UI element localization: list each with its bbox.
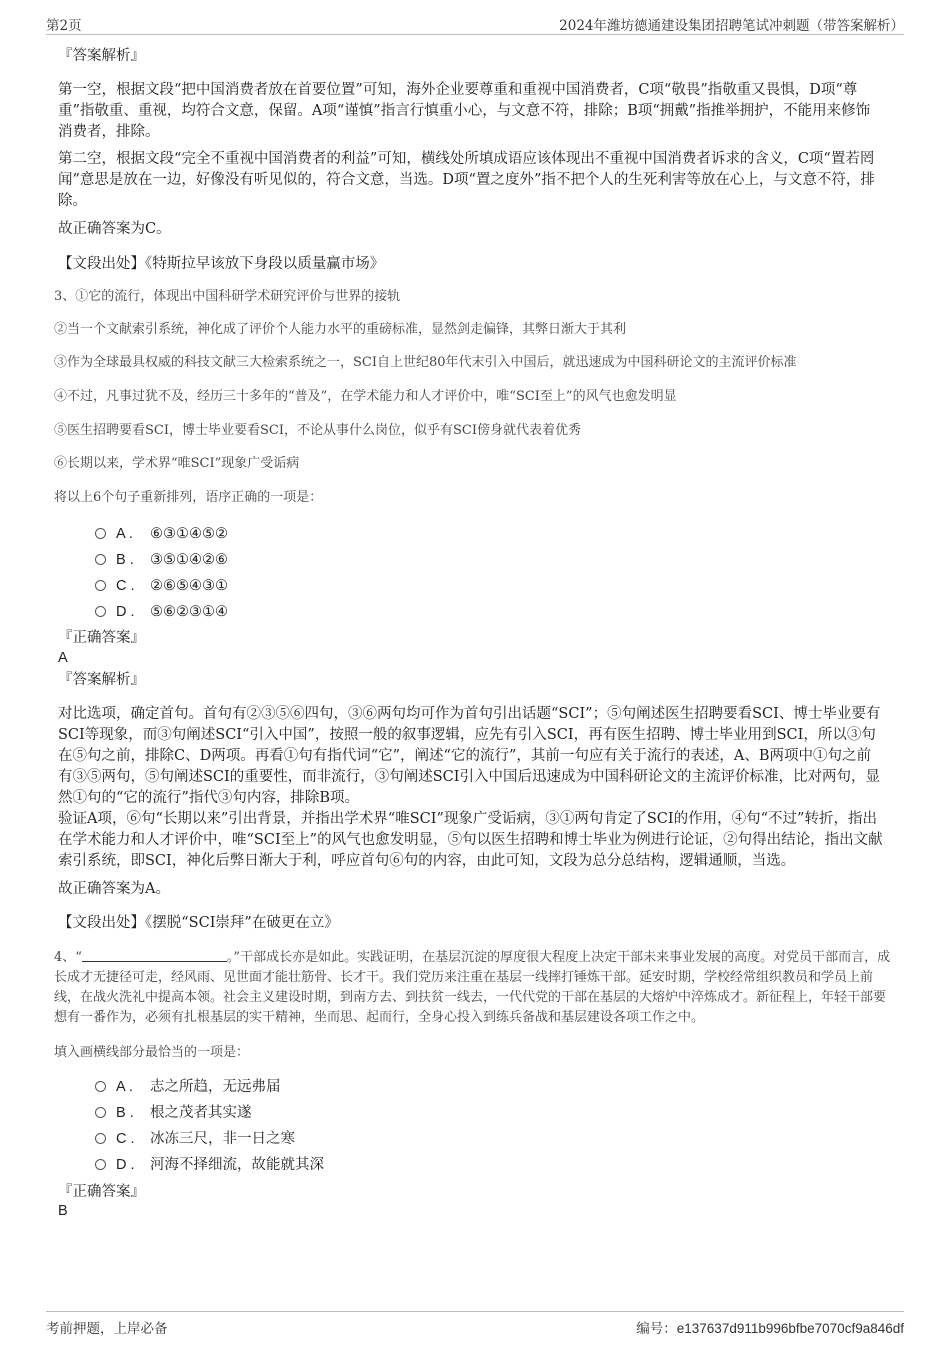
q3-source: 【文段出处】《摆脱“SCI崇拜”在破更在立》	[58, 915, 339, 931]
radio-icon[interactable]	[95, 1081, 106, 1092]
q2-source: 【文段出处】《特斯拉早该放下身段以质量赢市场》	[58, 256, 385, 272]
q3-sentence-5: ⑤医生招聘要看SCI，博士毕业要看SCI，不论从事什么岗位，似乎有SCI傍身就代表着优秀	[54, 423, 581, 438]
q4-prompt: 填入画横线部分最恰当的一项是：	[54, 1045, 250, 1060]
document-id: 编号：e137637d911b996bfbe7070cf9a846df	[636, 1321, 904, 1336]
q3-option-b[interactable]: B . ③⑤①④②⑥	[95, 550, 228, 571]
q2-analysis-paragraph-1: 第一空，根据文段“把中国消费者放在首要位置”可知，海外企业要尊重和重视中国消费者，C项“敬畏”指敬重又畏惧，D项“尊重”指敬重、重视，均符合文意，保留。A项“谨慎”指言行慎重小心，与文意不符，排除；B项“拥戴”指推举拥护，不能用来修饰消费者，排除。	[58, 82, 871, 140]
q3-answer-title: 『正确答案』	[58, 630, 145, 646]
page-footer	[46, 1311, 904, 1338]
q3-sentence-3: ③作为全球最具权威的科技文献三大检索系统之一，SCI自上世纪80年代末引入中国后，就迅速成为中国科研论文的主流评价标准	[54, 355, 797, 370]
q4-option-b[interactable]: B . 根之茂者其实遂	[95, 1103, 252, 1124]
radio-icon[interactable]	[95, 554, 106, 565]
q3-analysis-title: 『答案解析』	[58, 672, 145, 688]
radio-icon[interactable]	[95, 1159, 106, 1170]
page-number: 第2页	[46, 18, 82, 34]
q3-sentence-1: 3、①它的流行，体现出中国科研学术研究评价与世界的接轨	[54, 289, 401, 304]
page-header	[46, 12, 904, 35]
q4-option-c[interactable]: C . 冰冻三尺，非一日之寒	[95, 1129, 295, 1150]
q3-prompt: 将以上6个句子重新排列，语序正确的一项是：	[54, 490, 323, 505]
q3-analysis-paragraph-2: 验证A项，⑥句“长期以来”引出背景，并指出学术界“唯SCI”现象广受诟病，③①两句肯定了SCI的作用，④句“不过”转折，指出在学术能力和人才评价中，唯“SCI至上”的风气也愈发明显，⑤句以医生招聘和博士毕业为例进行论证，②句得出结论，指出文献索引系统，即SCI，神化后弊日渐大于利，呼应首句⑥句的内容，由此可知，文段为总分总结构，逻辑通顺，当选。	[58, 811, 883, 869]
q2-conclusion: 故正确答案为C。	[58, 221, 171, 237]
q4-option-a[interactable]: A . 志之所趋，无远弗届	[95, 1077, 281, 1098]
q3-option-d[interactable]: D . ⑤⑥②③①④	[95, 602, 228, 623]
q3-sentence-2: ②当一个文献索引系统，神化成了评价个人能力水平的重磅标准，显然剑走偏锋，其弊日渐大于其利	[54, 322, 627, 337]
q4-answer-title: 『正确答案』	[58, 1184, 145, 1200]
footer-slogan: 考前押题，上岸必备	[46, 1321, 168, 1337]
q4-answer: B	[58, 1203, 68, 1219]
radio-icon[interactable]	[95, 1107, 106, 1118]
radio-icon[interactable]	[95, 606, 106, 617]
q3-option-a[interactable]: A . ⑥③①④⑤②	[95, 524, 228, 545]
fill-blank	[82, 949, 227, 962]
radio-icon[interactable]	[95, 528, 106, 539]
q3-conclusion: 故正确答案为A。	[58, 881, 170, 897]
radio-icon[interactable]	[95, 580, 106, 591]
q3-analysis-paragraph-1: 对比选项，确定首句。首句有②③⑤⑥四句，③⑥两句均可作为首句引出话题“SCI”；⑤句阐述医生招聘要看SCI、博士毕业要有SCI等现象，而③句阐述SCI“引入中国”，按照一般的叙事逻辑，应先有引入SCI，再有医生招聘、博士毕业用到SCI，所以③句在⑤句之前，排除C、D两项。再看①句有指代词“它”，阐述“它的流行”，其前一句应有关于流行的表述，A、B两项中①句之前有③⑤两句，⑤句阐述SCI的重要性，而非流行，③句阐述SCI引入中国后迅速成为中国科研论文的主流评价标准，比对两句，显然①句的“它的流行”指代③句内容，排除B项。	[58, 706, 881, 806]
document-title: 2024年潍坊德通建设集团招聘笔试冲刺题（带答案解析）	[559, 18, 904, 34]
q3-option-c[interactable]: C . ②⑥⑤④③①	[95, 576, 228, 597]
q2-analysis-title: 『答案解析』	[58, 48, 145, 64]
q4-stem: 4、“ 。”干部成长亦是如此。实践证明，在基层沉淀的厚度很大程度上决定干部未来事业发展的高度。对党员干部而言，成长成才无捷径可走，经风雨、见世面才能壮筋骨、长才干。我们党历来注重在基层一线摔打锤炼干部。延安时期，学校经常组织教员和学员上前线，在战火洗礼中提高本领。社会主义建设时期，到南方去、到扶贫一线去，一代代党的干部在基层的大熔炉中淬炼成才。新征程上，年轻干部要想有一番作为，必须有扎根基层的实干精神，坐而思、起而行，全身心投入到练兵备战和基层建设各项工作之中。	[54, 950, 891, 1025]
q4-option-d[interactable]: D . 河海不择细流，故能就其深	[95, 1155, 324, 1176]
q2-analysis-paragraph-2: 第二空，根据文段“完全不重视中国消费者的利益”可知，横线处所填成语应该体现出不重视中国消费者诉求的含义，C项“置若罔闻”意思是放在一边，好像没有听见似的，符合文意，当选。D项“置之度外”指不把个人的生死利害等放在心上，与文意不符，排除。	[58, 151, 875, 209]
q3-sentence-6: ⑥长期以来，学术界“唯SCI”现象广受诟病	[54, 456, 300, 471]
radio-icon[interactable]	[95, 1133, 106, 1144]
q3-answer: A	[58, 650, 68, 666]
q3-sentence-4: ④不过，凡事过犹不及，经历三十多年的“普及”，在学术能力和人才评价中，唯“SCI至上”的风气也愈发明显	[54, 389, 677, 404]
